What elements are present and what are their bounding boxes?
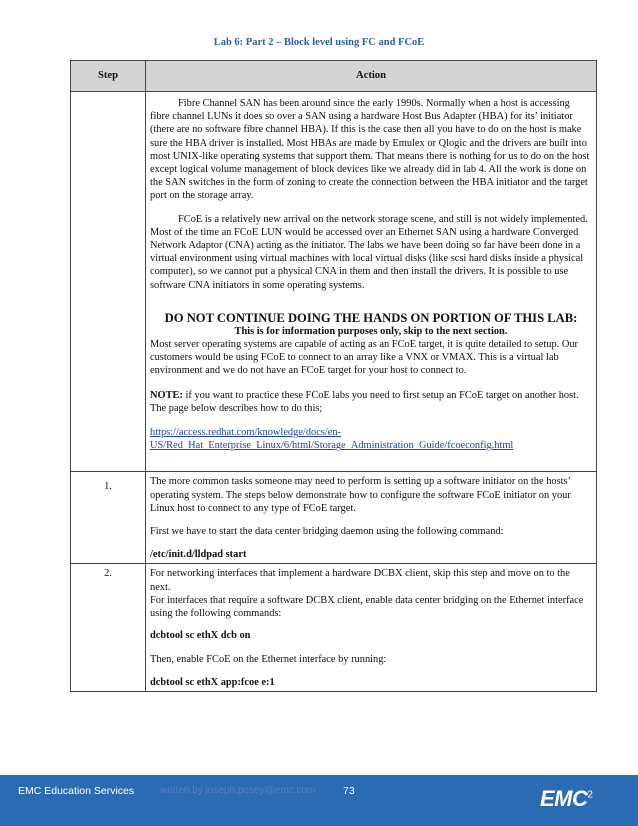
intro-fcoe-paragraph: FCoE is a relatively new arrival on the network storage scene, and still is not widely implemented. Most of the time an FCoE LUN would be accessed over an Ethernet SAN using a hardware Converged Network Adaptor (CNA) acting as the initiator. The labs we have been doing so far have been done in a virtual environment using virtual machines with local virtual disks (like scsi hard disks inside a physical computer), so we cannot put a physical CNA in them and then install the drivers. It is possible to use software CNA initiators in some operating systems.	[150, 213, 588, 291]
footer-org-name: EMC Education Services	[18, 785, 135, 797]
step-number: 1.	[71, 472, 146, 564]
page-number: 73	[343, 785, 355, 797]
table-row-step-1	[71, 472, 597, 564]
command-app-fcoe: dcbtool sc ethX app:fcoe e:1	[150, 676, 275, 688]
note-paragraph	[150, 389, 592, 415]
table-header-row	[71, 61, 597, 92]
intro-fibre-channel-paragraph: Fibre Channel SAN has been around since the early 1990s. Normally when a host is accessing fibre channel LUNs it does so over a SAN using a hardware Host Bus Adapter (HBA) for its’ initiator (there are no software fibre channel HBA). If this is the case then all you have to do on the host is make sure the HBA driver is installed. Most HBAs are made by Emulex or Qlogic and the drivers are built into most UNIX-like operating systems that support them. That means there is nothing for us to do on the host except logical volume management of block devices like we already did in lab 4. All the work is done on the SAN switches in the form of zoning to create the connection between the HBA initiator and the target port on the storage array.	[150, 98, 590, 202]
action-cell-intro	[146, 92, 597, 472]
action-cell-step-1	[146, 472, 597, 564]
emc-logo-text: EMC	[540, 786, 588, 811]
table-row-intro	[71, 92, 597, 472]
step-2-software-note: For interfaces that require a software DCBX client, enable data center bridging on the Ethernet interface using the following commands:	[150, 594, 584, 620]
step-cell-empty	[71, 92, 146, 472]
warning-subheading: This is for information purposes only, skip to the next section.	[234, 325, 508, 337]
note-label: NOTE:	[150, 389, 183, 401]
page-header-title: Lab 6: Part 2 – Block level using FC and FCoE	[213, 37, 425, 48]
command-dcb-on: dcbtool sc ethX dcb on	[150, 630, 251, 642]
emc-logo-superscript: 2	[587, 789, 593, 801]
fcoe-target-paragraph: Most server operating systems are capable of acting as an FCoE target, it is quite detailed to setup. Our customers would be using FCoE to connect to an array like a VNX or VMAX. This is a virtual lab environment and we do not have an FCoE target for your host to connect to.	[150, 339, 579, 377]
step-1-instruction: First we have to start the data center bridging daemon using the following command:	[150, 526, 504, 538]
command-lldpad-start: /etc/init.d/lldpad start	[150, 549, 247, 561]
page-footer	[0, 775, 638, 826]
redhat-doc-link-text[interactable]: https://access.redhat.com/knowledge/docs/en-US/Red_Hat_Enterprise_Linux/6/html/Storage_Administration_Guide/fcoeconfig.html	[150, 427, 514, 452]
column-header-action: Action	[146, 61, 597, 92]
emc-logo	[540, 786, 592, 812]
step-2-hardware-note: For networking interfaces that implement a hardware DCBX client, skip this step and move on to the next.	[150, 568, 570, 593]
warning-heading: DO NOT CONTINUE DOING THE HANDS ON PORTION OF THIS LAB:	[164, 310, 578, 325]
table-row-step-2	[71, 564, 597, 691]
step-number: 2.	[71, 564, 146, 691]
note-text: if you want to practice these FCoE labs you need to first setup an FCoE target on another host. The page below describes how to do this;	[150, 389, 579, 414]
column-header-step: Step	[71, 61, 146, 92]
action-cell-step-2	[146, 564, 597, 691]
footer-author-credit: written by joseph.posey@emc.com	[160, 785, 316, 796]
redhat-doc-link[interactable]	[150, 426, 592, 452]
step-1-intro-paragraph: The more common tasks someone may need to perform is setting up a software initiator on the hosts’ operating system. The steps below demonstrate how to configure the software FCoE initiator on your Linux host to connect to any type of FCoE target.	[150, 476, 571, 514]
lab-steps-table	[70, 60, 597, 692]
step-2-enable-fcoe-text: Then, enable FCoE on the Ethernet interface by running:	[150, 653, 387, 665]
